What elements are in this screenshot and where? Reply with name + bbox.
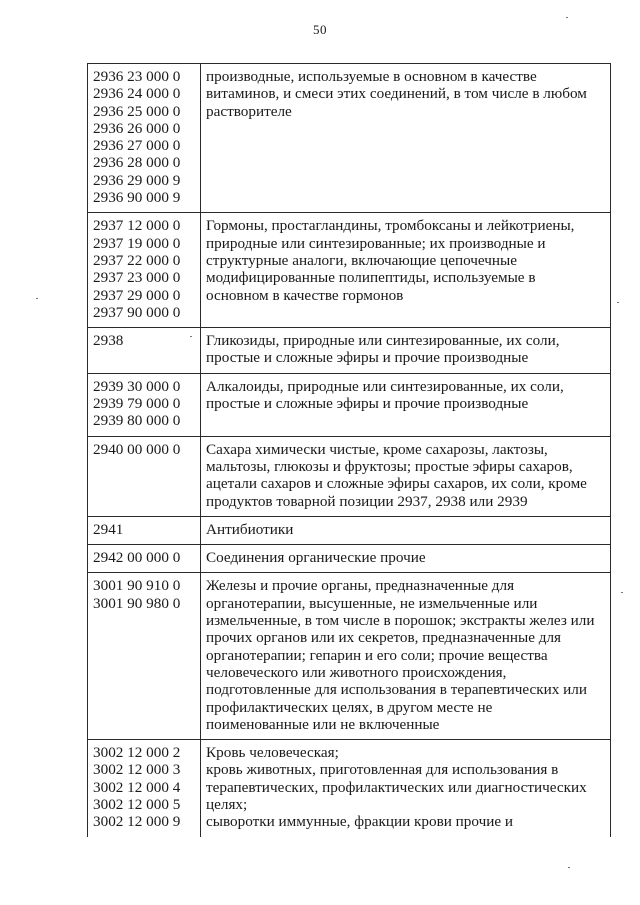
commodity-code: 2936 90 000 9 bbox=[93, 189, 181, 207]
description-line: производные, используемые в основном в качестве bbox=[206, 68, 537, 85]
scan-speck bbox=[568, 867, 570, 868]
description-line: человеческого или животного происхождения, bbox=[206, 663, 507, 681]
description-line: профилактических целях, в другом месте не bbox=[206, 698, 493, 716]
description-line: поименованные или не включенные bbox=[206, 715, 440, 733]
page-number: 50 bbox=[313, 22, 327, 37]
commodity-code: 3002 12 000 9 bbox=[93, 813, 181, 831]
description-line: витаминов, и смеси этих соединений, в том числе в любом bbox=[206, 85, 587, 103]
description-line: Кровь человеческая; bbox=[206, 744, 339, 762]
code-cell bbox=[88, 436, 201, 516]
description-line: терапевтических, профилактических или диагностических bbox=[206, 778, 587, 796]
scan-speck bbox=[617, 302, 619, 303]
commodity-code: 2939 79 000 0 bbox=[93, 395, 181, 413]
description-line: органотерапии; гепарин и его соли; прочие вещества bbox=[206, 646, 548, 664]
commodity-code: 2936 28 000 0 bbox=[93, 154, 181, 172]
description-cell bbox=[201, 545, 611, 573]
commodity-code: 2939 30 000 0 bbox=[93, 377, 181, 395]
description-line: сыворотки иммунные, фракции крови прочие и bbox=[206, 813, 514, 831]
table-row bbox=[88, 740, 611, 837]
description-line: ацетали сахаров и сложные эфиры сахаров, их соли, кроме bbox=[206, 475, 587, 493]
commodity-code: 3002 12 000 3 bbox=[93, 761, 181, 779]
code-cell bbox=[88, 64, 201, 213]
table-row bbox=[88, 64, 611, 213]
description-line: Гормоны, простагландины, тромбоксаны и лейкотриены, bbox=[206, 217, 575, 235]
code-cell bbox=[88, 516, 201, 544]
commodity-code: 2936 26 000 0 bbox=[93, 119, 181, 137]
scan-speck bbox=[566, 17, 568, 18]
code-cell bbox=[88, 740, 201, 837]
commodity-code: 3002 12 000 2 bbox=[93, 744, 181, 762]
description-cell bbox=[201, 64, 611, 213]
commodity-code: 2936 24 000 0 bbox=[93, 85, 181, 103]
commodity-code: 2937 22 000 0 bbox=[93, 251, 181, 269]
scan-speck bbox=[36, 298, 38, 299]
commodity-code: 2936 25 000 0 bbox=[93, 102, 181, 120]
code-cell bbox=[88, 328, 201, 374]
description-line: Антибиотики bbox=[206, 520, 294, 538]
description-line: прочих органов или их секретов, предназначенные для bbox=[206, 629, 562, 647]
code-cell bbox=[88, 373, 201, 436]
commodity-code: 2937 29 000 0 bbox=[93, 286, 181, 304]
table-row bbox=[88, 328, 611, 374]
table-row bbox=[88, 573, 611, 740]
table-body bbox=[88, 64, 611, 837]
commodity-code: 2937 19 000 0 bbox=[93, 234, 181, 252]
commodity-code: 2936 27 000 0 bbox=[93, 137, 181, 155]
description-line: Алкалоиды, природные или синтезированные, их соли, bbox=[206, 377, 564, 395]
commodity-code: 2936 29 000 9 bbox=[93, 171, 181, 189]
commodity-code: 3001 90 910 0 bbox=[93, 577, 181, 595]
scan-speck bbox=[621, 592, 623, 593]
description-line: кровь животных, приготовленная для использования в bbox=[206, 761, 559, 779]
description-line: Сахара химически чистые, кроме сахарозы, лактозы, bbox=[206, 440, 548, 458]
commodity-code: 2942 00 000 0 bbox=[93, 549, 181, 567]
description-line: простые и сложные эфиры и прочие производные bbox=[206, 395, 529, 413]
commodity-code: 3001 90 980 0 bbox=[93, 594, 181, 612]
description-line: растворителе bbox=[206, 102, 292, 120]
table-row bbox=[88, 373, 611, 436]
table-row bbox=[88, 436, 611, 516]
description-line: продуктов товарной позиции 2937, 2938 или 2939 bbox=[206, 492, 528, 510]
code-cell bbox=[88, 545, 201, 573]
description-line: модифицированные полипептиды, используемые в bbox=[206, 269, 536, 287]
description-cell bbox=[201, 573, 611, 740]
description-cell bbox=[201, 213, 611, 328]
description-cell bbox=[201, 373, 611, 436]
table-row bbox=[88, 516, 611, 544]
table-row bbox=[88, 213, 611, 328]
commodity-code: 3002 12 000 4 bbox=[93, 778, 181, 796]
tariff-code-table bbox=[87, 63, 611, 837]
description-line: природные или синтезированные; их производные и bbox=[206, 234, 546, 252]
commodity-code: 2940 00 000 0 bbox=[93, 440, 181, 458]
description-cell bbox=[201, 740, 611, 837]
code-cell bbox=[88, 213, 201, 328]
description-line: подготовленные для использования в терапевтических или bbox=[206, 681, 587, 699]
description-line: Гликозиды, природные или синтезированные, их соли, bbox=[206, 332, 560, 350]
description-cell bbox=[201, 516, 611, 544]
code-cell bbox=[88, 573, 201, 740]
description-line: органотерапии, высушенные, не измельченные или bbox=[206, 594, 538, 612]
table-row bbox=[88, 545, 611, 573]
description-line: структурные аналоги, включающие цепочечные bbox=[206, 251, 517, 269]
commodity-code: 2941 bbox=[93, 520, 124, 538]
description-cell bbox=[201, 436, 611, 516]
description-line: основном в качестве гормонов bbox=[206, 286, 404, 304]
description-line: измельченные, в том числе в порошок; экстракты желез или bbox=[206, 612, 595, 630]
description-line: мальтозы, глюкозы и фруктозы; простые эфиры сахаров, bbox=[206, 457, 573, 475]
description-line: Соединения органические прочие bbox=[206, 549, 426, 567]
description-line: простые и сложные эфиры и прочие производные bbox=[206, 349, 529, 367]
commodity-code: 2938 bbox=[93, 332, 124, 350]
commodity-code: 2939 80 000 0 bbox=[93, 412, 181, 430]
commodity-code: 2937 90 000 0 bbox=[93, 303, 181, 321]
description-cell bbox=[201, 328, 611, 374]
scan-speck bbox=[190, 336, 192, 337]
description-line: Железы и прочие органы, предназначенные для bbox=[206, 577, 515, 595]
commodity-code: 2937 23 000 0 bbox=[93, 269, 181, 287]
description-line: целях; bbox=[206, 795, 248, 813]
commodity-code: 2936 23 000 0 bbox=[93, 68, 181, 85]
commodity-code: 3002 12 000 5 bbox=[93, 795, 181, 813]
commodity-code: 2937 12 000 0 bbox=[93, 217, 181, 235]
